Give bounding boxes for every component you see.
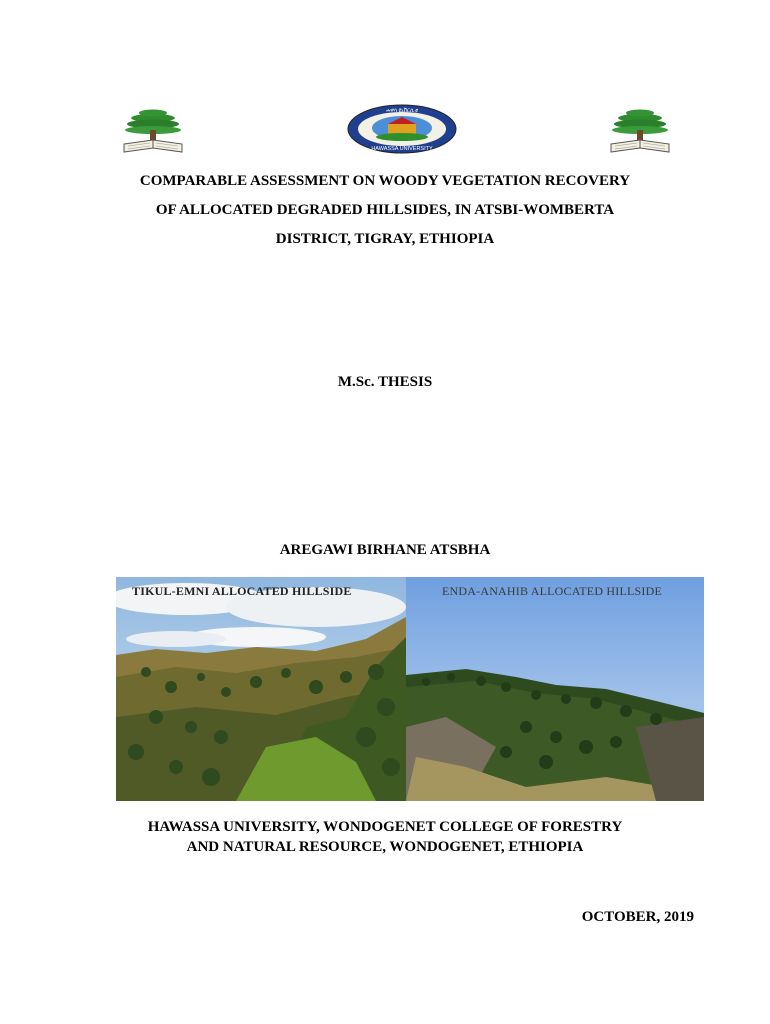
author-name: AREGAWI BIRHANE ATSBHA	[279, 542, 491, 558]
title-line-2: OF ALLOCATED DEGRADED HILLSIDES, IN ATSBI-WOMBERTA	[155, 202, 615, 218]
photo-tikul-emni	[116, 577, 406, 801]
thesis-title	[0, 167, 770, 254]
tree-book-logo-left	[120, 108, 186, 154]
institution-name	[0, 817, 770, 857]
title-line-1: COMPARABLE ASSESSMENT ON WOODY VEGETATION RECOVERY	[139, 173, 631, 189]
submission-date: OCTOBER, 2019	[581, 909, 694, 925]
photo-left-label: TIKUL-EMNI ALLOCATED HILLSIDE	[132, 584, 352, 598]
hillside-photos	[116, 577, 704, 801]
photo-right-label: ENDA-ANAHIB ALLOCATED HILLSIDE	[442, 584, 662, 598]
institution-line-2: AND NATURAL RESOURCE, WONDOGENET, ETHIOPIA	[186, 839, 584, 855]
tree-book-logo-right	[607, 108, 673, 154]
svg-text:ሐዋሳ ዩኒቨርሲቲ: ሐዋሳ ዩኒቨርሲቲ	[385, 108, 419, 114]
seal-text: HAWASSA UNIVERSITY	[371, 146, 433, 152]
institution-line-1: HAWASSA UNIVERSITY, WONDOGENET COLLEGE OF FORESTRY	[147, 819, 623, 835]
university-seal-logo	[346, 104, 458, 154]
degree-label: M.Sc. THESIS	[337, 374, 433, 390]
title-line-3: DISTRICT, TIGRAY, ETHIOPIA	[275, 231, 495, 247]
photo-enda-anahib	[406, 577, 704, 801]
